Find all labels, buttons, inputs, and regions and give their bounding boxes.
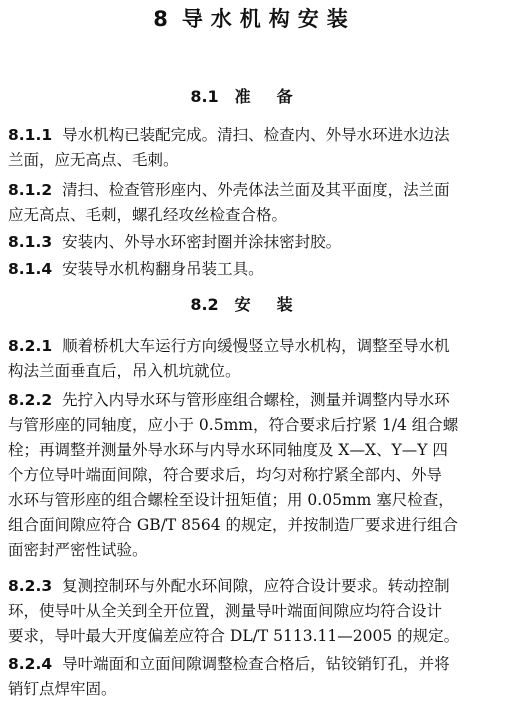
clause-text-line: 导水机构已装配完成。清扫、检查内、外导水环进水边法 [62,126,450,144]
clause-8-1-4 [8,257,502,282]
clause-number: 8.2.4 [8,655,53,673]
clause-text-line: 环，使导叶从全关到全开位置，测量导叶端面间隙应均符合设计 [8,602,443,620]
clause-text-line: 兰面，应无高点、毛刺。 [8,151,179,169]
section-number: 8.2 [190,295,219,314]
clause-text-line: 销钉点焊牢固。 [8,680,117,698]
section-title: 安装 [234,295,319,314]
chapter-title [0,5,509,33]
clause-text-line: 应无高点、毛刺，螺孔经攻丝检查合格。 [8,206,288,224]
section-heading-8-1 [0,86,509,108]
clause-number: 8.2.3 [8,577,53,595]
clause-number: 8.2.1 [8,337,53,355]
clause-number: 8.1.2 [8,181,53,199]
clause-8-2-3 [8,574,502,649]
clause-text-line: 栓；再调整并测量外导水环与内导水环同轴度及 X—X、Y—Y 四 [8,441,448,459]
clause-text-line: 要求，导叶最大开度偏差应符合 DL/T 5113.11—2005 的规定。 [8,627,460,645]
clause-8-2-1 [8,334,502,384]
clause-number: 8.1.3 [8,233,53,251]
clause-text-line: 组合面间隙应符合 GB/T 8564 的规定，并按制造厂要求进行组合 [8,516,459,534]
clause-8-2-4 [8,652,502,702]
section-number: 8.1 [190,87,219,106]
clause-number: 8.1.1 [8,126,53,144]
clause-number: 8.1.4 [8,260,53,278]
clause-number: 8.2.2 [8,391,53,409]
clause-text-line: 安装内、外导水环密封圈并涂抹密封胶。 [62,233,342,251]
chapter-number: 8 [153,7,168,31]
clause-text-line: 清扫、检查管形座内、外壳体法兰面及其平面度，法兰面 [62,181,450,199]
clause-8-1-1 [8,123,502,173]
clause-text-line: 面密封严密性试验。 [8,541,148,559]
clause-text-line: 安装导水机构翻身吊装工具。 [62,260,264,278]
chapter-title-text: 导水机构安装 [181,7,356,31]
clause-8-2-2 [8,388,502,563]
clause-text-line: 先拧入内导水环与管形座组合螺栓，测量并调整内导水环 [62,391,450,409]
section-heading-8-2 [0,294,509,316]
clause-text-line: 水环与管形座的组合螺栓至设计扭矩值；用 0.05mm 塞尺检查， [8,491,454,509]
clause-8-1-2 [8,178,502,228]
section-title: 准备 [234,87,319,106]
clause-text-line: 与管形座的同轴度，应小于 0.5mm，符合要求后拧紧 1/4 组合螺 [8,416,459,434]
clause-8-1-3 [8,230,502,255]
clause-text-line: 构法兰面垂直后，吊入机坑就位。 [8,362,241,380]
clause-text-line: 个方位导叶端面间隙，符合要求后，均匀对称拧紧全部内、外导 [8,466,443,484]
clause-text-line: 顺着桥机大车运行方向缓慢竖立导水机构，调整至导水机 [62,337,450,355]
clause-text-line: 导叶端面和立面间隙调整检查合格后，钻铰销钉孔，并将 [62,655,450,673]
clause-text-line: 复测控制环与外配水环间隙，应符合设计要求。转动控制 [62,577,450,595]
